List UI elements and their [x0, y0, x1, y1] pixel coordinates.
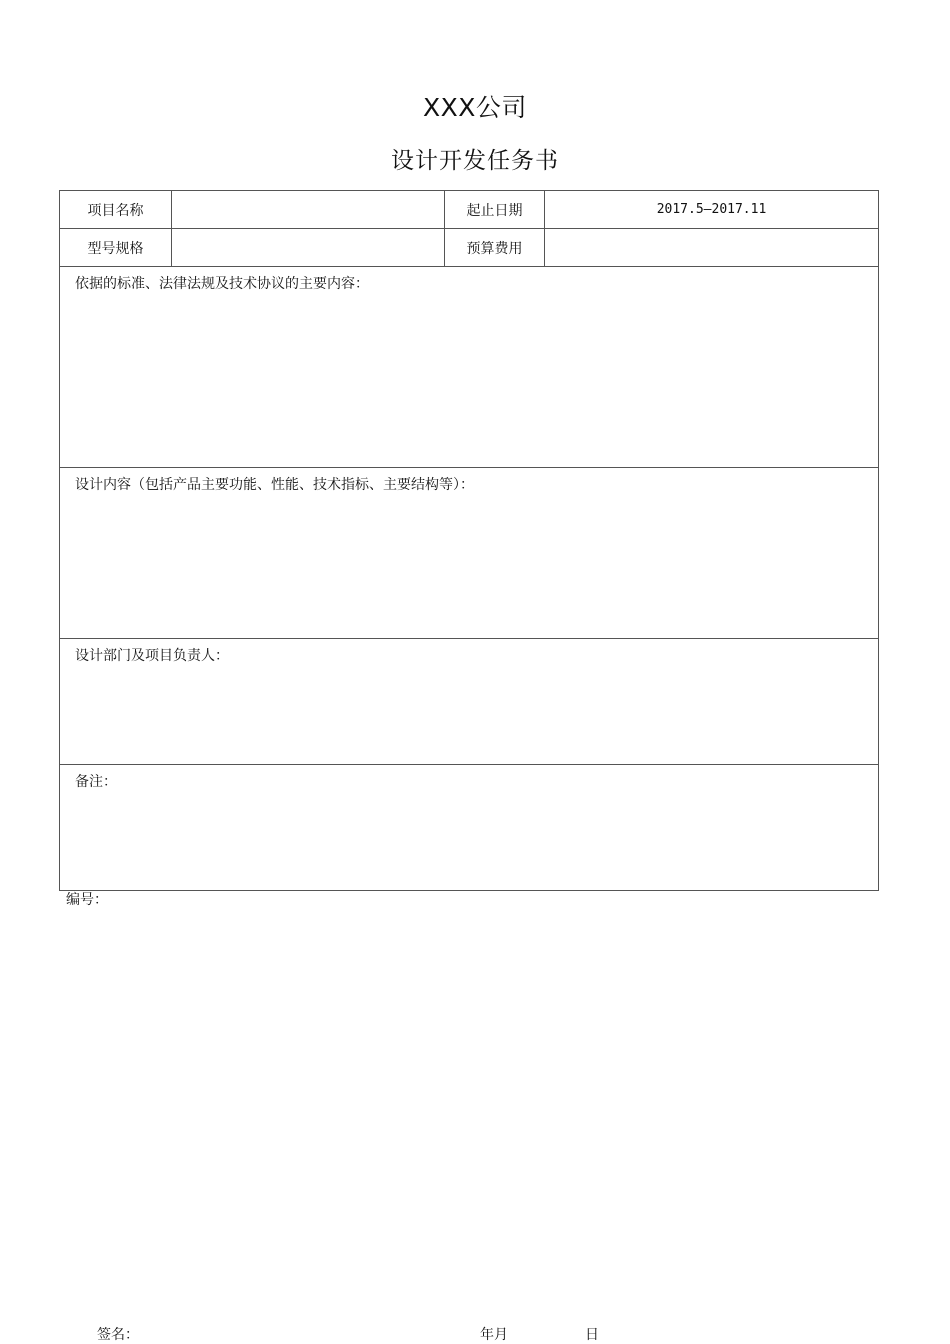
number-label: 编号：: [66, 892, 108, 908]
period-field[interactable]: 2017.5—2017.11: [545, 191, 879, 229]
project-name-label: 项目名称: [60, 191, 172, 229]
remarks-section[interactable]: [60, 765, 879, 891]
design-content-label: 设计内容（包括产品主要功能、性能、技术指标、主要结构等）：: [75, 477, 474, 493]
remarks-label: 备注：: [75, 774, 117, 790]
table-row: [60, 639, 879, 765]
document-title: 设计开发任务书: [391, 148, 559, 174]
budget-label: 预算费用: [445, 229, 545, 267]
year-month-label: 年月: [480, 1327, 508, 1343]
department-section[interactable]: [60, 639, 879, 765]
table-row: [60, 468, 879, 639]
company-name: XXX公司: [423, 93, 527, 122]
table-row: [60, 765, 879, 891]
project-name-field[interactable]: [172, 191, 445, 229]
basis-section[interactable]: [60, 267, 879, 468]
signature-label: 签名：: [97, 1327, 139, 1343]
model-field[interactable]: [172, 229, 445, 267]
basis-label: 依据的标准、法律法规及技术协议的主要内容：: [75, 276, 369, 292]
day-label: 日: [585, 1327, 599, 1343]
period-label: 起止日期: [445, 191, 545, 229]
design-content-section[interactable]: [60, 468, 879, 639]
model-label: 型号规格: [60, 229, 172, 267]
task-form-table: [59, 190, 879, 891]
table-row: [60, 229, 879, 267]
table-row: [60, 191, 879, 229]
department-label: 设计部门及项目负责人：: [75, 648, 229, 664]
table-row: [60, 267, 879, 468]
budget-field[interactable]: [545, 229, 879, 267]
